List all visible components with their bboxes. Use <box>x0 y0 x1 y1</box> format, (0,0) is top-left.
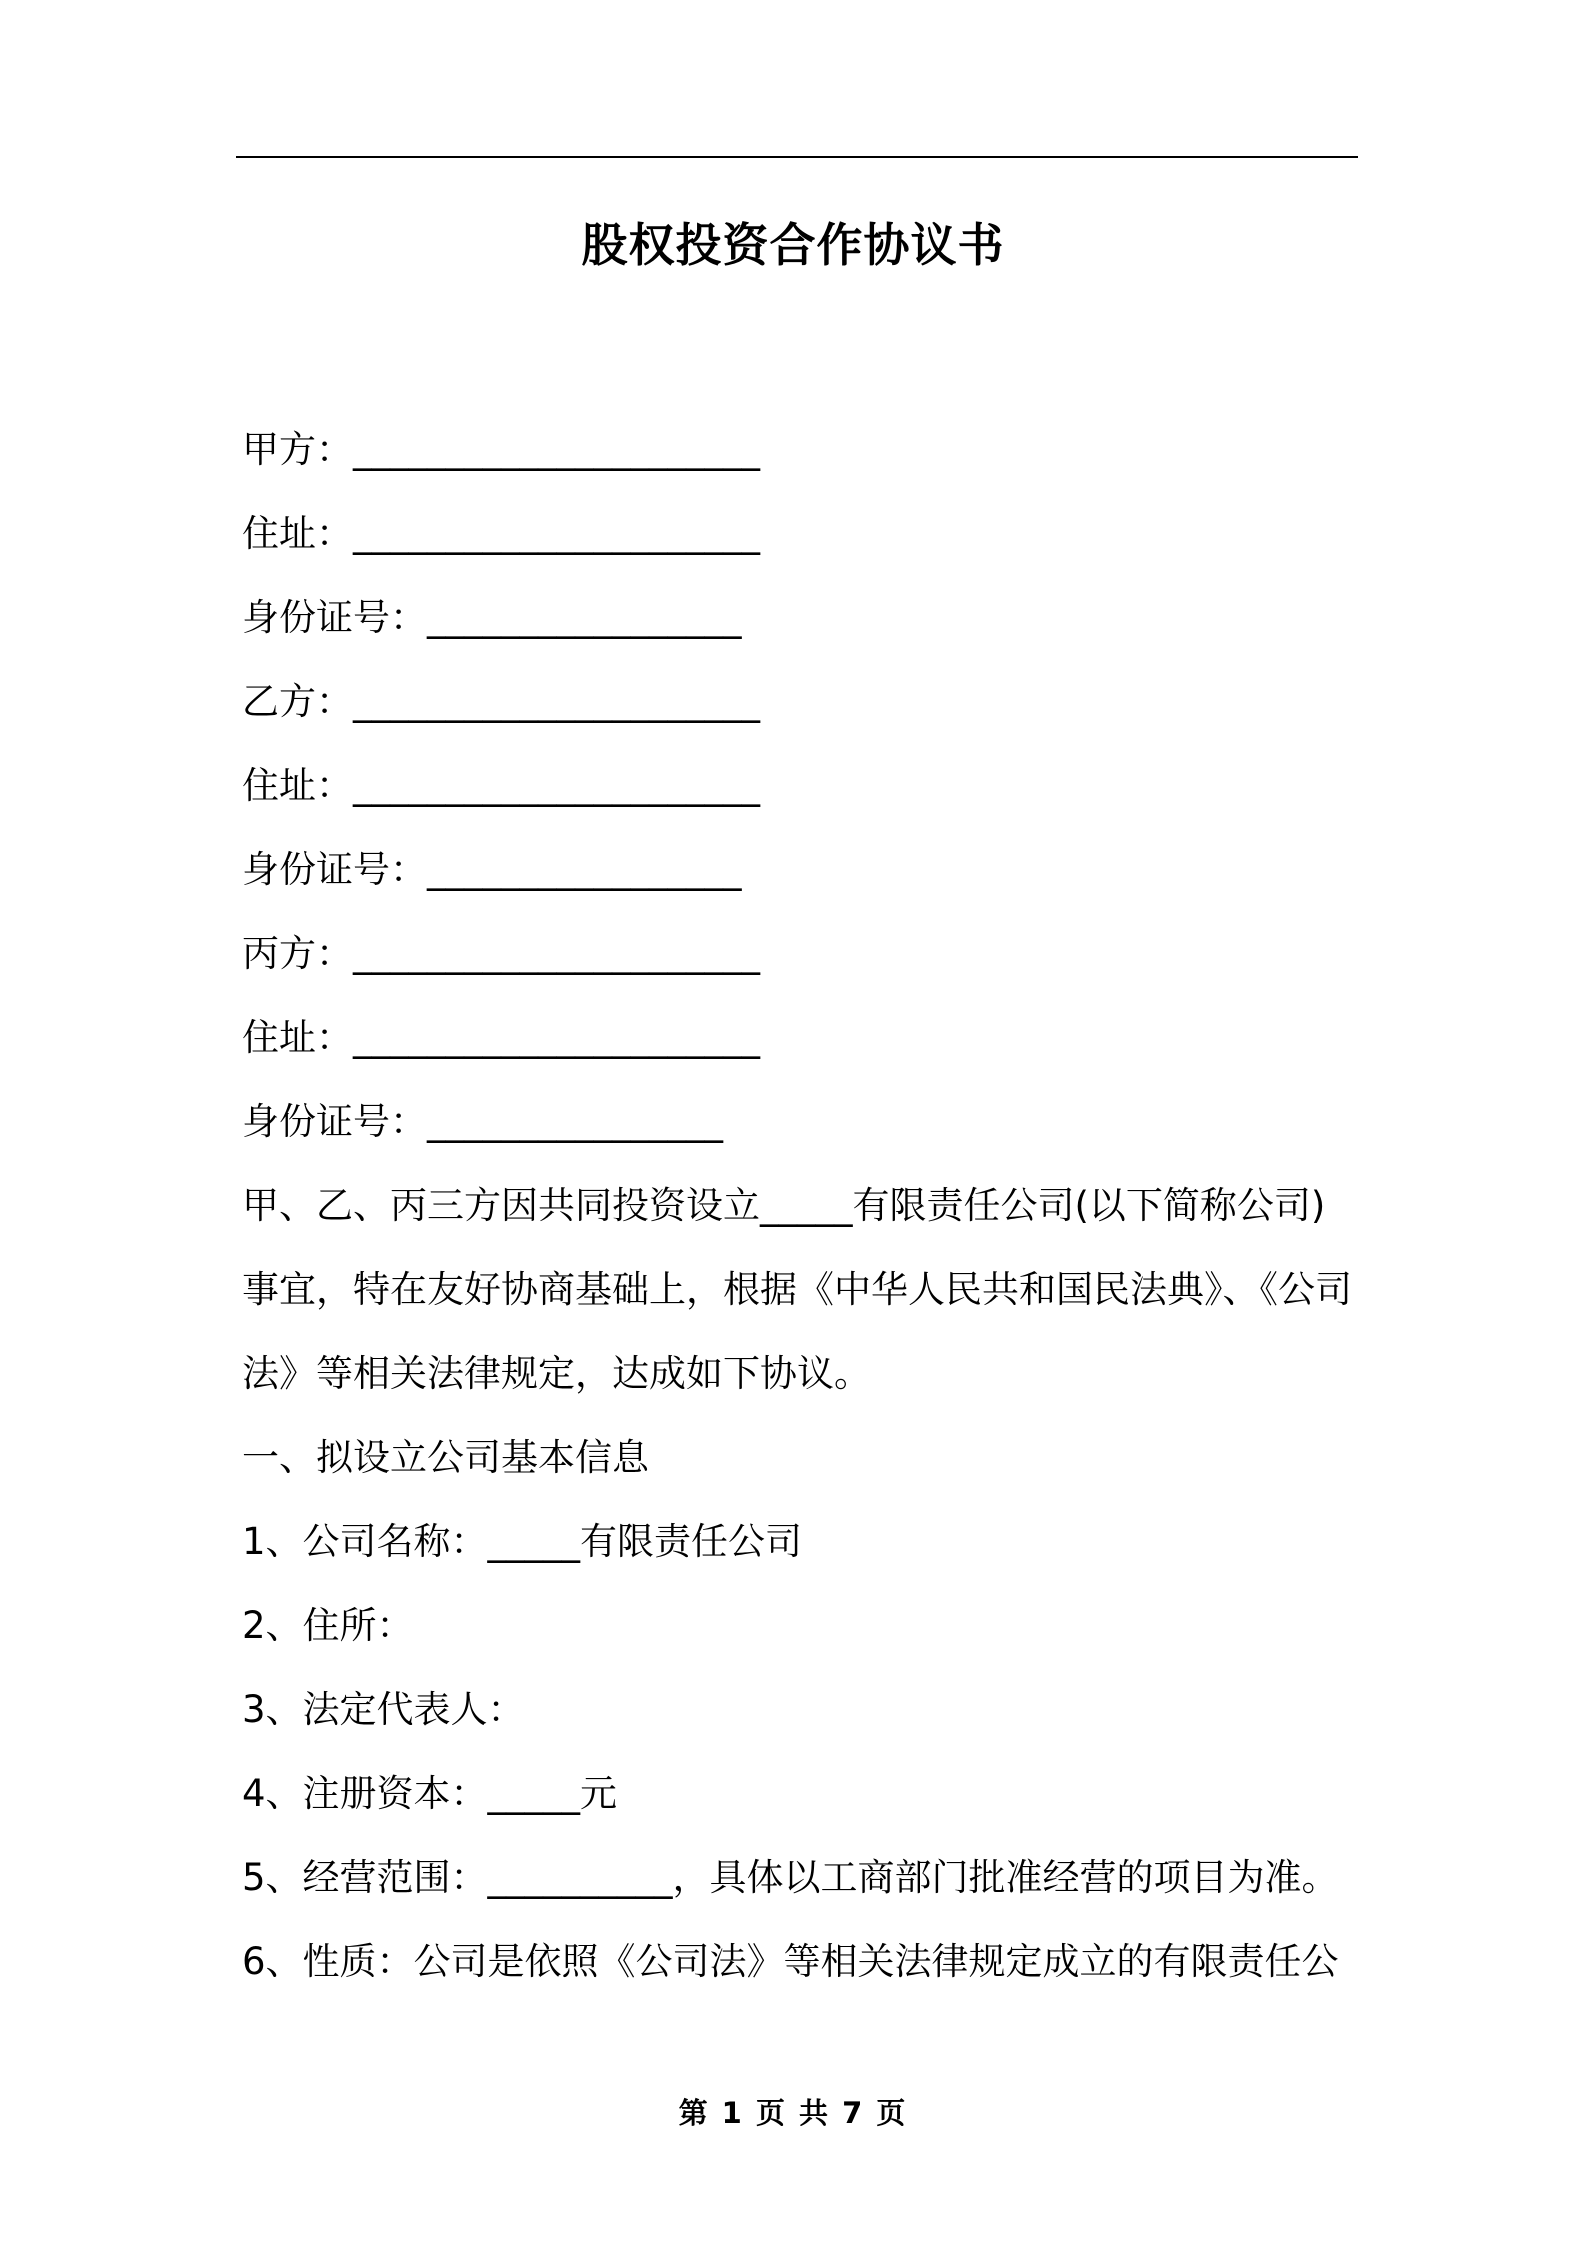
party-a-name-line: 甲方：______________________ <box>242 428 760 471</box>
party-b-name-line: 乙方：______________________ <box>242 680 760 723</box>
document-title: 股权投资合作协议书 <box>581 218 1005 272</box>
party-c-address-line: 住址：______________________ <box>242 1016 760 1059</box>
clause-domicile: 2、住所： <box>242 1604 414 1647</box>
clause-company-name: 1、公司名称：_____有限责任公司 <box>242 1520 803 1563</box>
section-heading-1: 一、拟设立公司基本信息 <box>242 1436 649 1479</box>
clause-registered-capital: 4、注册资本：_____元 <box>242 1772 618 1815</box>
party-a-id-line: 身份证号：_________________ <box>242 596 742 639</box>
preamble-line-1: 甲、乙、丙三方因共同投资设立_____有限责任公司(以下简称公司) <box>242 1184 1326 1227</box>
party-b-id-line: 身份证号：_________________ <box>242 848 742 891</box>
document-body <box>242 408 1362 2004</box>
party-c-id-line: 身份证号：________________ <box>242 1100 723 1143</box>
party-a-address-line: 住址：______________________ <box>242 512 760 555</box>
party-c-name-line: 丙方：______________________ <box>242 932 760 975</box>
preamble-line-3: 法》等相关法律规定，达成如下协议。 <box>242 1352 871 1395</box>
header-rule <box>236 156 1358 158</box>
party-b-address-line: 住址：______________________ <box>242 764 760 807</box>
page-indicator: 第 1 页 共 7 页 <box>678 2096 908 2130</box>
preamble-line-2: 事宜，特在友好协商基础上，根据《中华人民共和国民法典》、《公司 <box>242 1268 1352 1311</box>
clause-legal-representative: 3、法定代表人： <box>242 1688 525 1731</box>
clause-business-scope: 5、经营范围：__________，具体以工商部门批准经营的项目为准。 <box>242 1856 1339 1899</box>
clause-nature: 6、性质：公司是依照《公司法》等相关法律规定成立的有限责任公 <box>242 1940 1339 1983</box>
